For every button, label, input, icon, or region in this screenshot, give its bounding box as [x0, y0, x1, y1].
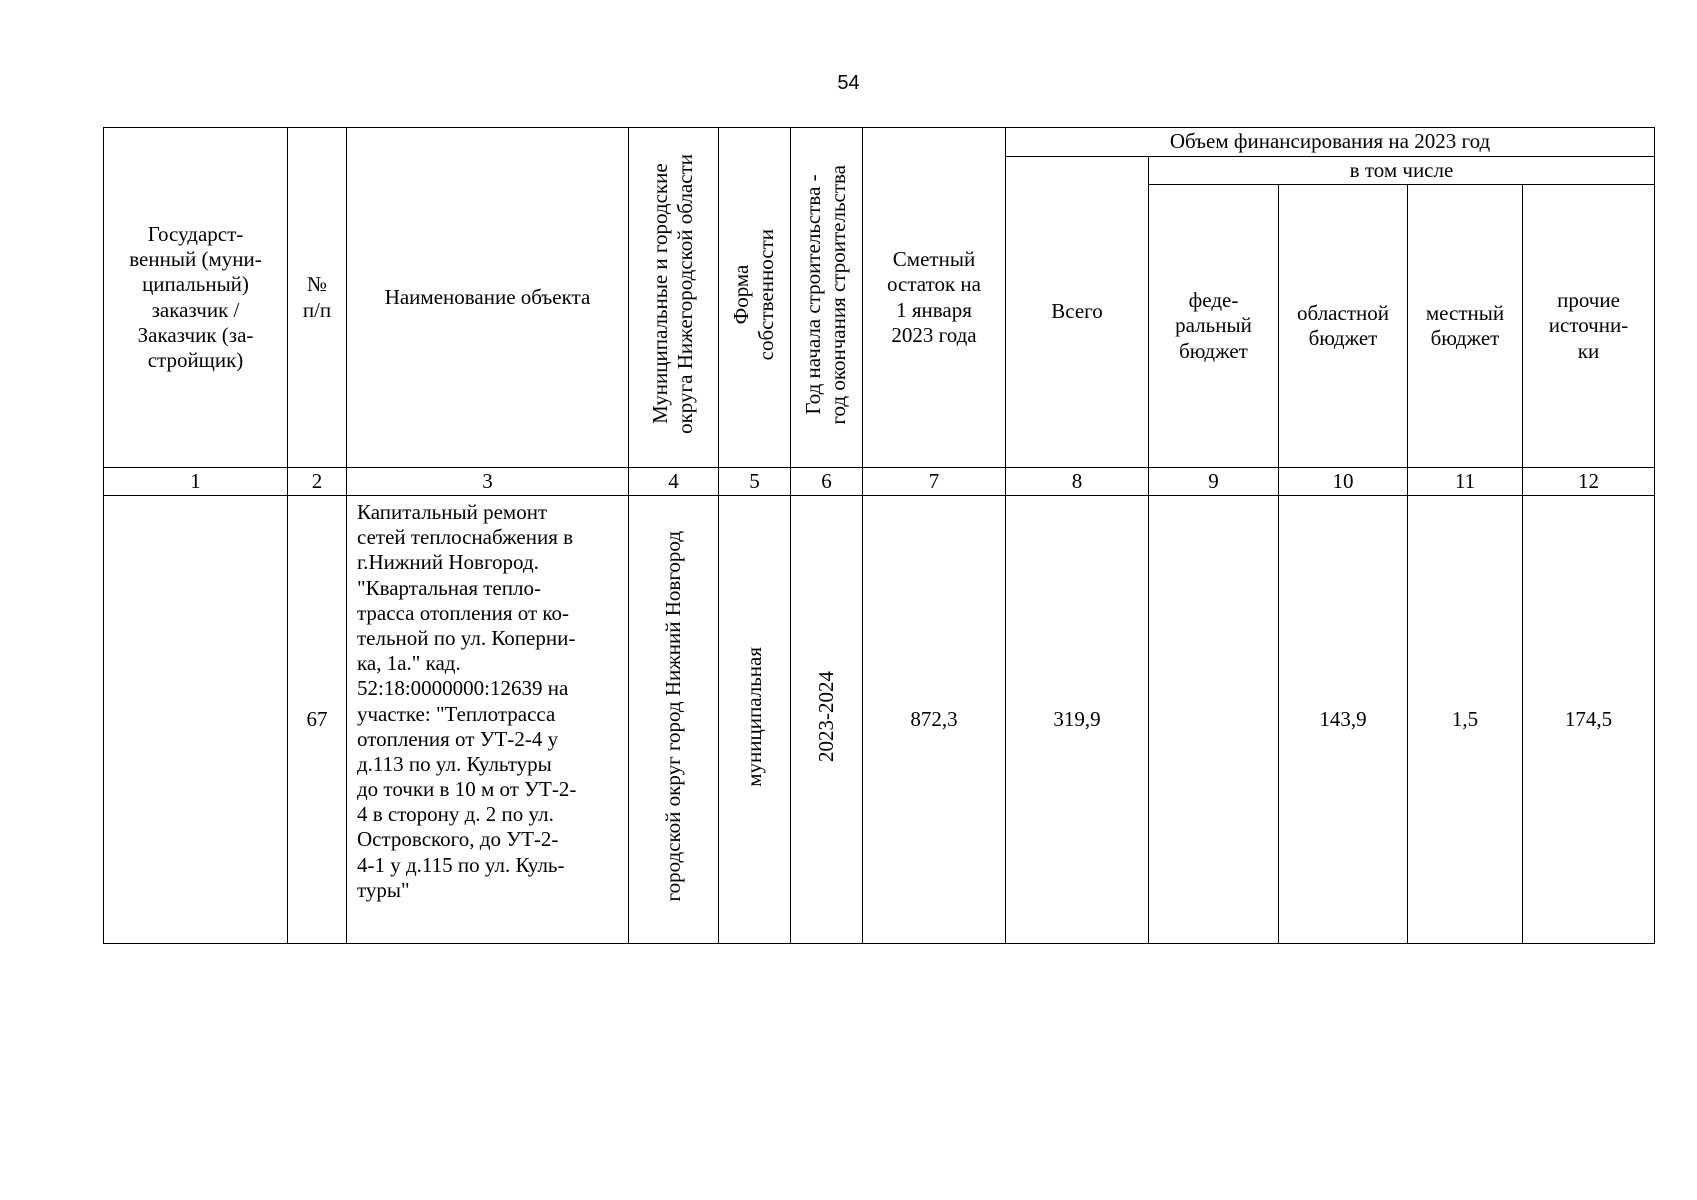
- column-number: 11: [1408, 468, 1523, 496]
- header-local: местный бюджет: [1408, 185, 1523, 468]
- cell-years: 2023-2024: [791, 496, 863, 944]
- column-number: 2: [288, 468, 347, 496]
- header-regional: областной бюджет: [1279, 185, 1408, 468]
- cell-number: 67: [288, 496, 347, 944]
- cell-ownership: муниципальная: [719, 496, 791, 944]
- header-estimate: Сметный остаток на 1 января 2023 года: [863, 128, 1006, 468]
- column-number: 7: [863, 468, 1006, 496]
- header-customer: Государст- венный (муни- ципальный) заказчик / Заказчик (за- стройщик): [104, 128, 288, 468]
- header-ownership: Форма собственности: [719, 128, 791, 468]
- column-number: 8: [1006, 468, 1149, 496]
- funding-table: [103, 127, 1655, 944]
- header-funding-group: Объем финансирования на 2023 год: [1006, 128, 1655, 157]
- table-row: [104, 496, 1655, 944]
- cell-estimate: 872,3: [863, 496, 1006, 944]
- column-number: 9: [1149, 468, 1279, 496]
- cell-municipality: городской округ город Нижний Новгород: [629, 496, 719, 944]
- column-number: 3: [347, 468, 629, 496]
- cell-regional: 143,9: [1279, 496, 1408, 944]
- column-number-row: [104, 468, 1655, 496]
- header-federal: феде- ральный бюджет: [1149, 185, 1279, 468]
- cell-customer: [104, 496, 288, 944]
- column-number: 12: [1523, 468, 1655, 496]
- column-number: 1: [104, 468, 288, 496]
- cell-total: 319,9: [1006, 496, 1149, 944]
- column-number: 4: [629, 468, 719, 496]
- cell-object-name: Капитальный ремонт сетей теплоснабжения в г.Нижний Новгород. "Квартальная тепло- трасса отопления от ко- тельной по ул. Коперни- ка, 1а." кад. 52:18:0000000:12639 на участке: "Теплотрасса отопления от УТ-2-4 у д.113 по ул. Культуры до точки в 10 м от УТ-2- 4 в сторону д. 2 по ул. Островского, до УТ-2- 4-1 у д.115 по ул. Куль- туры": [347, 496, 629, 944]
- column-number: 6: [791, 468, 863, 496]
- column-number: 10: [1279, 468, 1408, 496]
- cell-other: 174,5: [1523, 496, 1655, 944]
- header-row-1: [104, 128, 1655, 157]
- header-municipality: Муниципальные и городские округа Нижегородской области: [629, 128, 719, 468]
- cell-federal: [1149, 496, 1279, 944]
- page-number: 54: [837, 72, 860, 94]
- header-including: в том числе: [1149, 157, 1655, 185]
- header-number: № п/п: [288, 128, 347, 468]
- header-other: прочие источни- ки: [1523, 185, 1655, 468]
- header-years: Год начала строительства - год окончания строительства: [791, 128, 863, 468]
- header-object-name: Наименование объекта: [347, 128, 629, 468]
- cell-local: 1,5: [1408, 496, 1523, 944]
- header-total: Всего: [1006, 157, 1149, 468]
- column-number: 5: [719, 468, 791, 496]
